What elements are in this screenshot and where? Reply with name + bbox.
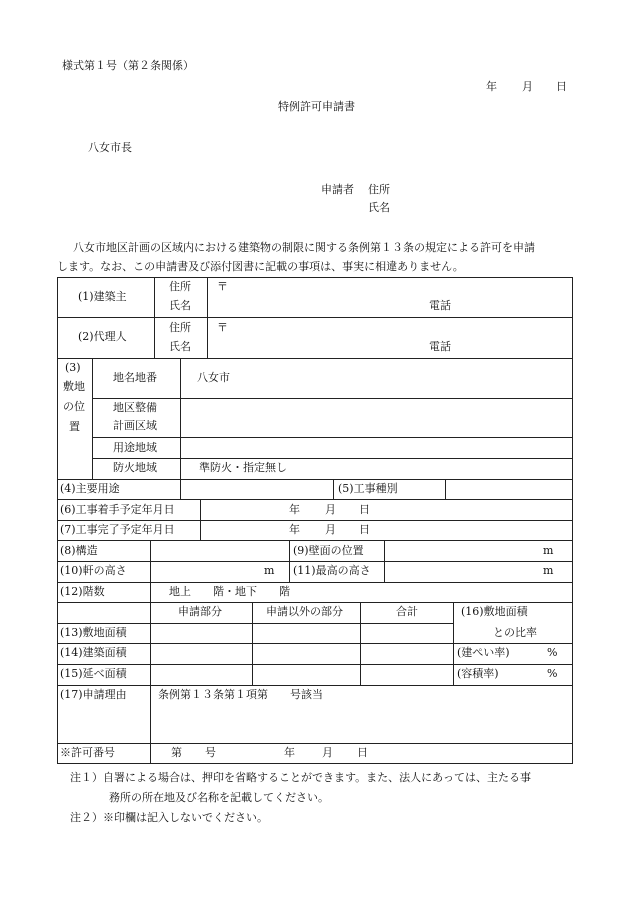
zoning-label: 用途地域 bbox=[113, 441, 157, 454]
coverage-percent: % bbox=[547, 646, 558, 659]
permit-number-label: ※許可番号 bbox=[60, 746, 115, 759]
start-year-label: 年 bbox=[289, 503, 300, 516]
far-percent: % bbox=[547, 667, 558, 680]
note-2: 注２）※印欄は記入しないでください。 bbox=[70, 811, 268, 824]
permit-dai: 第 bbox=[171, 746, 182, 759]
agent-phone-label: 電話 bbox=[429, 340, 451, 353]
main-use-label: (4)主要用途 bbox=[60, 482, 120, 495]
application-form-table bbox=[57, 277, 573, 764]
max-height-unit: m bbox=[543, 564, 554, 577]
end-date-label: (7)工事完了予定年月日 bbox=[60, 523, 175, 536]
site-area-label: (13)敷地面積 bbox=[60, 626, 127, 639]
end-month-label: 月 bbox=[325, 523, 336, 536]
permit-year-label: 年 bbox=[284, 746, 295, 759]
wall-position-label: (9)壁面の位置 bbox=[293, 544, 364, 557]
date-year-label: 年 bbox=[486, 80, 497, 93]
agent-address-label: 住所 bbox=[169, 321, 191, 334]
owner-label: (1)建築主 bbox=[78, 290, 127, 303]
col-applied-part: 申請部分 bbox=[178, 605, 222, 618]
far-label: (容積率) bbox=[457, 667, 499, 680]
note-1-line2: 務所の所在地及び名称を記載してください。 bbox=[109, 791, 329, 804]
owner-address-label: 住所 bbox=[169, 280, 191, 293]
site-label-1: (3) bbox=[65, 361, 81, 374]
applicant-label: 申請者 bbox=[321, 183, 354, 196]
fire-zone-value: 準防火・指定無し bbox=[199, 461, 287, 474]
col-other-part: 申請以外の部分 bbox=[266, 605, 343, 618]
page-title: 特例許可申請書 bbox=[278, 100, 355, 113]
reason-value: 条例第１３条第１項第 号該当 bbox=[158, 688, 323, 701]
permit-day-label: 日 bbox=[357, 746, 368, 759]
wall-position-unit: m bbox=[543, 544, 554, 557]
date-month-label: 月 bbox=[522, 80, 533, 93]
owner-name-label: 氏名 bbox=[169, 299, 191, 312]
end-day-label: 日 bbox=[359, 523, 370, 536]
addressee: 八女市長 bbox=[88, 141, 132, 154]
agent-label: (2)代理人 bbox=[78, 330, 127, 343]
agent-postal-mark: 〒 bbox=[217, 321, 228, 334]
district-plan-label-2: 計画区域 bbox=[113, 419, 157, 432]
col-total: 合計 bbox=[396, 605, 418, 618]
site-label-3: の位 bbox=[63, 400, 85, 413]
district-plan-label-1: 地区整備 bbox=[113, 401, 157, 414]
ratio-label-2: との比率 bbox=[493, 626, 537, 639]
owner-phone-label: 電話 bbox=[429, 299, 451, 312]
eave-height-unit: m bbox=[264, 564, 275, 577]
end-year-label: 年 bbox=[289, 523, 300, 536]
body-text-line1: 八女市地区計画の区域内における建築物の制限に関する条例第１３条の規定による許可を申請 bbox=[73, 241, 535, 254]
building-area-label: (14)建築面積 bbox=[60, 646, 127, 659]
floor-area-label: (15)延べ面積 bbox=[60, 667, 127, 680]
reason-label: (17)申請理由 bbox=[60, 688, 127, 701]
coverage-ratio-label: (建ぺい率) bbox=[457, 646, 510, 659]
fire-zone-label: 防火地域 bbox=[113, 461, 157, 474]
max-height-label: (11)最高の高さ bbox=[293, 564, 371, 577]
lot-number-label: 地名地番 bbox=[113, 371, 157, 384]
eave-height-label: (10)軒の高さ bbox=[60, 564, 127, 577]
work-type-label: (5)工事種別 bbox=[338, 482, 398, 495]
permit-go: 号 bbox=[205, 746, 216, 759]
date-day-label: 日 bbox=[556, 80, 567, 93]
note-1-line1: 注１）自署による場合は、押印を省略することができます。また、法人にあっては、主たる事 bbox=[70, 771, 532, 784]
structure-label: (8)構造 bbox=[60, 544, 98, 557]
applicant-name-label: 氏名 bbox=[368, 201, 390, 214]
floors-label: (12)階数 bbox=[60, 585, 105, 598]
site-label-4: 置 bbox=[69, 420, 80, 433]
permit-month-label: 月 bbox=[322, 746, 333, 759]
body-text-line2: します。なお、この申請書及び添付図書に記載の事項は、事実に相違ありません。 bbox=[57, 260, 464, 273]
start-month-label: 月 bbox=[325, 503, 336, 516]
site-label-2: 敷地 bbox=[63, 380, 85, 393]
ratio-label-1: (16)敷地面積 bbox=[461, 605, 528, 618]
lot-number-value: 八女市 bbox=[197, 371, 230, 384]
start-day-label: 日 bbox=[359, 503, 370, 516]
owner-postal-mark: 〒 bbox=[217, 280, 228, 293]
start-date-label: (6)工事着手予定年月日 bbox=[60, 503, 175, 516]
floors-value: 地上 階・地下 階 bbox=[169, 585, 290, 598]
agent-name-label: 氏名 bbox=[169, 340, 191, 353]
form-number: 様式第１号（第２条関係） bbox=[62, 59, 194, 72]
applicant-address-label: 住所 bbox=[368, 183, 390, 196]
